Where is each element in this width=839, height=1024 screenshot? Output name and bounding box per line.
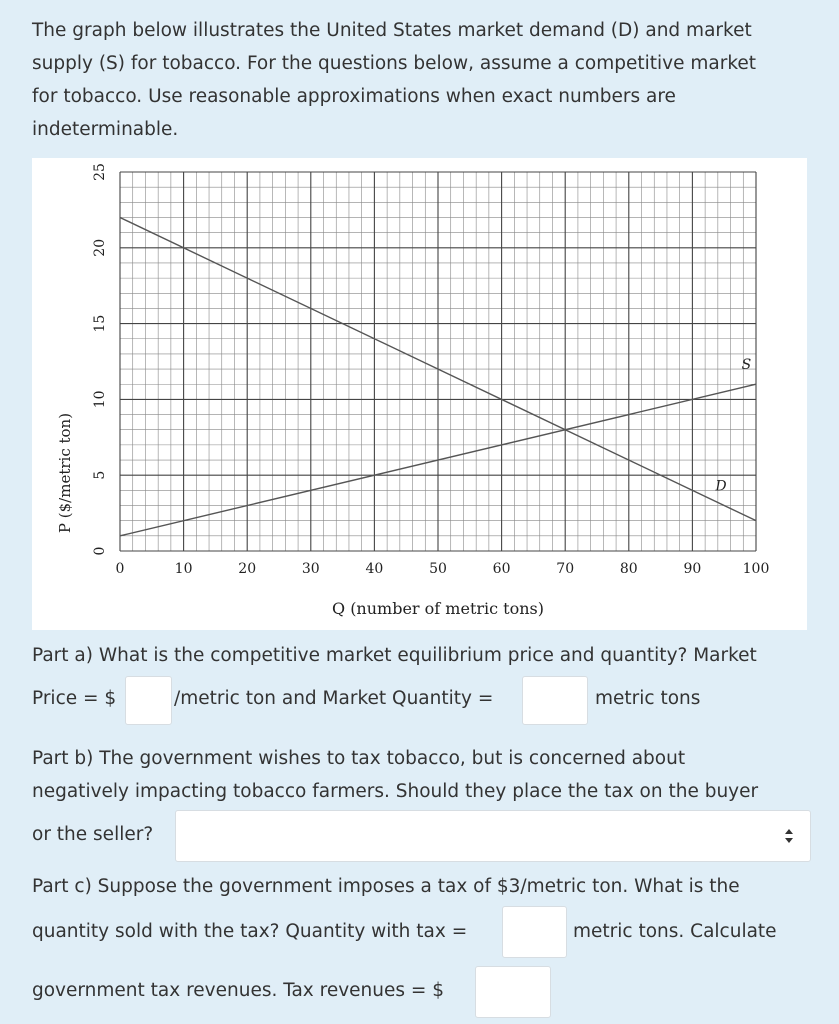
y-tick-label: 5	[92, 470, 108, 480]
part-b-line-1: Part b) The government wishes to tax tobacco, but is concerned about	[32, 748, 686, 769]
series-label-s: S	[741, 357, 752, 374]
part-c-qty-suffix: metric tons. Calculate	[573, 921, 777, 942]
x-tick-label: 0	[115, 561, 125, 577]
series-label-d: D	[715, 478, 727, 495]
x-tick-label: 10	[174, 561, 193, 577]
y-tick-label: 0	[92, 546, 108, 556]
x-tick-label: 40	[365, 561, 384, 577]
intro-line-3: for tobacco. Use reasonable approximations when exact numbers are	[32, 86, 676, 107]
tax-quantity-input[interactable]	[502, 906, 567, 958]
part-a-price-suffix: /metric ton and Market Quantity =	[174, 688, 494, 709]
select-arrows-icon	[784, 828, 794, 844]
x-tick-labels	[116, 561, 770, 577]
buyer-seller-select[interactable]	[175, 810, 811, 862]
x-tick-label: 50	[429, 561, 447, 577]
x-tick-label: 100	[742, 561, 770, 577]
major-grid	[120, 172, 756, 551]
part-a-quantity-suffix: metric tons	[595, 688, 701, 709]
x-tick-label: 20	[238, 561, 257, 577]
y-axis-label: P ($/metric ton)	[56, 412, 74, 534]
problem-intro	[32, 14, 832, 146]
y-tick-labels	[92, 163, 108, 555]
intro-line-4: indeterminable.	[32, 119, 179, 140]
part-c-qty-prefix: quantity sold with the tax? Quantity with tax =	[32, 921, 468, 942]
x-tick-label: 60	[492, 561, 511, 577]
x-tick-label: 80	[619, 561, 638, 577]
part-a-line-1: Part a) What is the competitive market equilibrium price and quantity? Market	[32, 645, 757, 666]
price-input[interactable]	[125, 676, 172, 725]
part-c-rev-prefix: government tax revenues. Tax revenues = $	[32, 980, 445, 1001]
series-labels	[714, 357, 751, 494]
x-tick-label: 90	[683, 561, 702, 577]
x-tick-label: 30	[301, 561, 320, 577]
x-tick-label: 70	[556, 561, 575, 577]
part-b-line-3: or the seller?	[32, 824, 154, 845]
quantity-input[interactable]	[522, 676, 588, 725]
chart-svg	[32, 158, 807, 630]
y-tick-label: 15	[92, 314, 108, 333]
y-tick-label: 20	[92, 238, 108, 257]
supply-demand-graph	[32, 158, 807, 630]
y-tick-label: 10	[92, 390, 108, 409]
part-a-price-prefix: Price = $	[32, 688, 117, 709]
y-tick-label: 25	[92, 163, 108, 181]
part-b-line-2: negatively impacting tobacco farmers. Should they place the tax on the buyer	[32, 781, 759, 802]
part-c-line-1: Part c) Suppose the government imposes a tax of $3/metric ton. What is the	[32, 876, 740, 897]
x-axis-label: Q (number of metric tons)	[331, 599, 545, 618]
intro-line-1: The graph below illustrates the United States market demand (D) and market	[32, 20, 752, 41]
tax-revenue-input[interactable]	[475, 966, 551, 1018]
intro-line-2: supply (S) for tobacco. For the questions below, assume a competitive market	[32, 53, 757, 74]
